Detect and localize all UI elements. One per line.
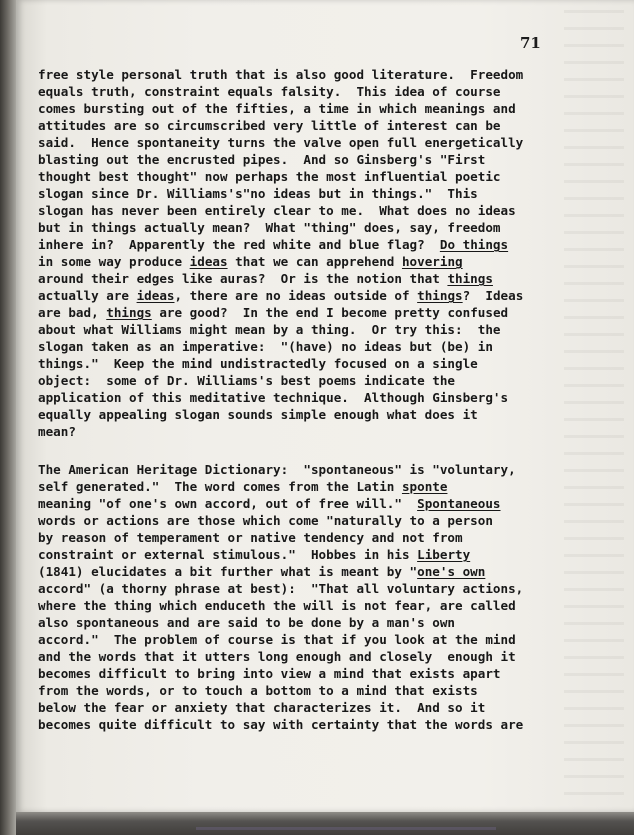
book-binding [0,0,16,835]
text-line: actually are ideas, there are no ideas outside of things? Ideas [38,288,524,303]
text-line: slogan taken as an imperative: "(have) no ideas but (be) in [38,339,493,354]
text-line: blasting out the encrusted pipes. And so Ginsberg's "First [38,152,486,167]
text-line: thought best thought" now perhaps the most influential poetic [38,169,501,184]
text-line: words or actions are those which come "naturally to a person [38,513,493,528]
underlined-word: Spontaneous [417,496,501,511]
text-line: about what Williams might mean by a thing. Or try this: the [38,322,501,337]
text-line: but in things actually mean? What "thing" does, say, freedom [38,220,501,235]
text-line: mean? [38,424,76,439]
underlined-word: sponte [401,479,448,494]
underlined-word: ideas [136,288,175,303]
text-line: application of this meditative technique. Although Ginsberg's [38,390,509,405]
text-line: slogan has never been entirely clear to me. What does no ideas [38,203,516,218]
text-line: below the fear or anxiety that characterizes it. And so it [38,700,486,715]
text-line: are bad, things are good? In the end I become pretty confused [38,305,509,320]
text-line: meaning "of one's own accord, out of free will." Spontaneous [38,496,501,511]
text-line: by reason of temperament or native tendency and not from [38,530,463,545]
underlined-word: one's own [417,564,486,579]
text-line: inhere in? Apparently the red white and blue flag? Do things [38,237,509,252]
text-line: The American Heritage Dictionary: "spontaneous" is "voluntary, [38,462,516,477]
underlined-word: things [417,288,463,303]
paragraph-2 [38,461,523,733]
text-line: self generated." The word comes from the Latin sponte [38,479,448,494]
text-line: slogan since Dr. Williams's"no ideas but in things." This [38,186,478,201]
underlined-word: ideas [189,254,228,269]
text-line: free style personal truth that is also good literature. Freedom [38,67,524,82]
text-line: things." Keep the mind undistractedly focused on a single [38,356,478,371]
text-line: and the words that it utters long enough and closely enough it [38,649,516,664]
paragraph-1 [38,66,523,440]
text-line: accord" (a thorny phrase at best): "That all voluntary actions, [38,581,524,596]
text-line: around their edges like auras? Or is the notion that things [38,271,493,286]
underlined-word: things [447,271,493,286]
text-line: comes bursting out of the fifties, a time in which meanings and [38,101,516,116]
text-line: said. Hence spontaneity turns the valve open full energetically [38,135,524,150]
text-line: object: some of Dr. Williams's best poems indicate the [38,373,456,388]
text-line: from the words, or to touch a bottom to a mind that exists [38,683,478,698]
bottom-edge-stripe [196,827,496,830]
text-line: equals truth, constraint equals falsity. This idea of course [38,84,501,99]
underlined-word: hovering [401,254,463,269]
underlined-word: things [106,305,152,320]
text-line: becomes quite difficult to say with certainty that the words are [38,717,524,732]
text-line: in some way produce ideas that we can apprehend hovering [38,254,463,269]
text-line: attitudes are so circumscribed very little of interest can be [38,118,501,133]
page-bottom-edge [16,812,634,835]
text-line: (1841) elucidates a bit further what is meant by "one's own [38,564,486,579]
text-line: accord." The problem of course is that if you look at the mind [38,632,516,647]
text-line: equally appealing slogan sounds simple enough what does it [38,407,478,422]
page-number: 71 [520,34,541,52]
underlined-word: Do things [439,237,509,252]
text-line: where the thing which enduceth the will is not fear, are called [38,598,516,613]
text-line: constraint or external stimulous." Hobbes in his Liberty [38,547,471,562]
underlined-word: Liberty [417,547,471,562]
text-line: becomes difficult to bring into view a mind that exists apart [38,666,501,681]
show-through-text [564,0,624,800]
text-line: also spontaneous and are said to be done by a man's own [38,615,456,630]
